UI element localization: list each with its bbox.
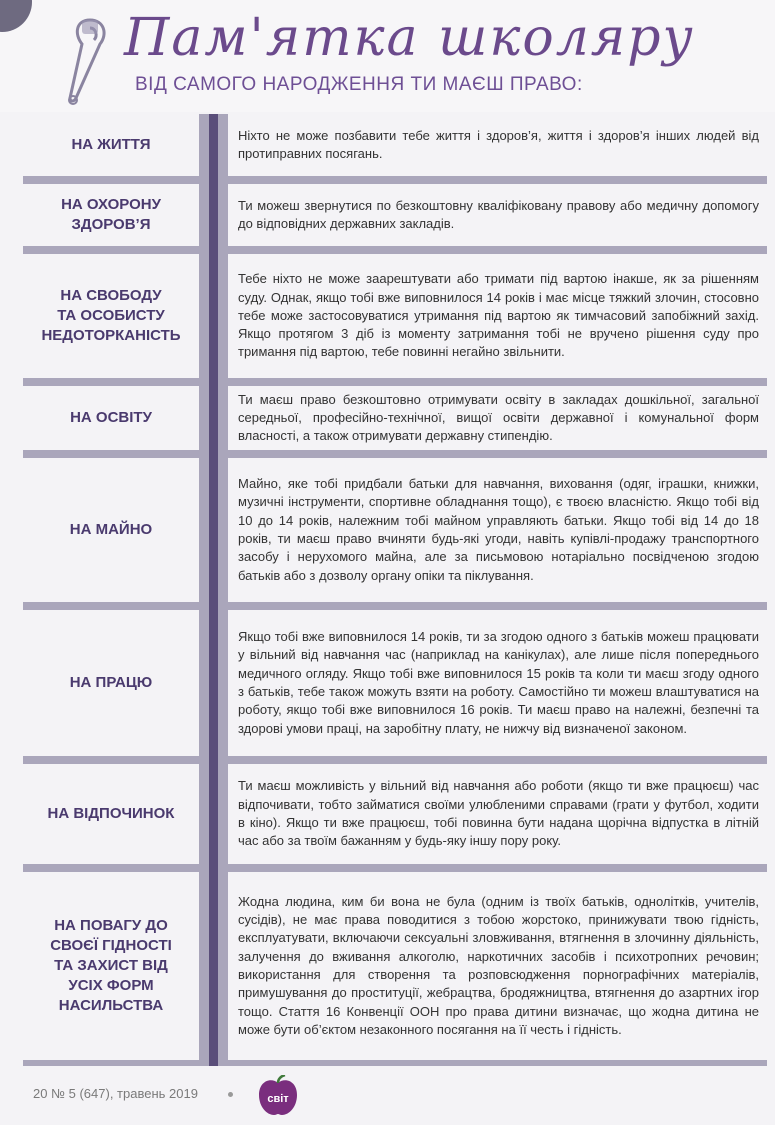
- right-label-cell: [23, 610, 199, 756]
- right-text: Ніхто не може позбавити тебе життя і здоров’я, життя і здоров’я інших людей від протиправних посягань.: [238, 127, 759, 161]
- table-row: [23, 764, 767, 864]
- right-text: Ти маєш можливість у вільний від навчання або роботи (якщо ти вже працюєш) час відпочивати, тобто займатися своїми улюбленими справами (грати у футбол, ходити в кіно). Якщо ти вже працюєш, тобі повинна бути надана щорічна відпустка в літній час або за твоїм бажанням у будь-яку іншу пору року.: [238, 778, 759, 849]
- page-subtitle: ВІД САМОГО НАРОДЖЕННЯ ТИ МАЄШ ПРАВО:: [135, 74, 583, 95]
- right-label-cell: [23, 872, 199, 1060]
- right-label-cell: [23, 458, 199, 602]
- right-label-cell: [23, 114, 199, 176]
- right-text-cell: [228, 184, 767, 246]
- table-row: [23, 184, 767, 246]
- table-row: [23, 254, 767, 378]
- safety-pin-icon: [60, 14, 120, 106]
- right-text: Майно, яке тобі придбали батьки для навчання, виховання (одяг, іграшки, книжки, музичні інструменти, спортивне обладнання тощо), є твоєю власністю. Якщо тобі від 10 до 14 років, належним тобі майном управляють батьки. Якщо тобі від 14 до 18 років, ти маєш право вчиняти будь-які угоди, навіть купівлі-продажу транспортного засобу і нерухомого майна, але за письмовою нотаріально посвідченою згодою батьків або з дозволу органу опіки та піклування.: [238, 476, 759, 583]
- right-text-cell: [228, 114, 767, 176]
- table-row: [23, 458, 767, 602]
- right-label: НА СВОБОДУ ТА ОСОБИСТУ НЕДОТОРКАНІСТЬ: [41, 287, 181, 344]
- column-divider: [209, 114, 218, 1066]
- right-label-cell: [23, 764, 199, 864]
- right-text-cell: [228, 764, 767, 864]
- right-label-cell: [23, 386, 199, 450]
- table-row: [23, 610, 767, 756]
- right-label: НА ЖИТТЯ: [71, 136, 151, 153]
- logo-text: світ: [267, 1093, 289, 1105]
- footer-issue-info: 20 № 5 (647), травень 2019: [33, 1086, 198, 1101]
- right-text: Ти можеш звернутися по безкоштовну кваліфіковану правову або медичну допомогу до відповідних державних закладів.: [238, 197, 759, 231]
- right-label: НА ОСВІТУ: [70, 409, 152, 426]
- right-label-cell: [23, 184, 199, 246]
- footer-bullet: [228, 1092, 233, 1097]
- right-text-cell: [228, 254, 767, 378]
- right-text-cell: [228, 458, 767, 602]
- apple-logo-icon: [255, 1075, 301, 1117]
- right-text: Тебе ніхто не може заарештувати або тримати під вартою інакше, як за рішенням суду. Однак, якщо тобі вже виповнилося 14 років і має місце тяжкий злочин, стосовно тебе може застосовуватися утримання під вартою як тимчасовий запобіжний захід. Якщо протягом 3 діб із моменту затримання тобі не вручено рішення суду про тримання під вартою, тебе повинні негайно звільнити.: [238, 271, 759, 360]
- right-text-cell: [228, 386, 767, 450]
- right-text: Якщо тобі вже виповнилося 14 років, ти за згодою одного з батьків можеш працювати у вільний від навчання час (наприклад на канікулах), але лише після попереднього медичного огляду. Якщо тобі вже виповнилося 15 років та коли ти маєш згоду одного з батьків, тебе також можуть взяти на роботу. Самостійно ти можеш влаштуватися на роботу, якщо тобі вже виповнилося 16 років. Ти маєш право на належні, безпечні та здорові умови праці, на заробітну плату, не нижчу від визначеної законом.: [238, 629, 759, 736]
- right-label: НА ОХОРОНУ ЗДОРОВ’Я: [61, 196, 161, 233]
- table-row: [23, 114, 767, 176]
- table-row: [23, 872, 767, 1060]
- page-title: Пам'ятка школяру: [124, 8, 695, 68]
- right-label: НА ВІДПОЧИНОК: [47, 805, 175, 822]
- right-text: Жодна людина, ким би вона не була (одним із твоїх батьків, однолітків, учителів, сусідів), не має права поводитися з тобою жорстоко, принижувати твою гідність, експлуатувати, включаючи сексуальні зловживання, втягнення в злочинну діяльність, залучення до вживання алкоголю, наркотичних засобів і психотропних речовин; використання для створення та розповсюдження порнографічних матеріалів, примушування до проституції, жебрацтва, бродяжництва, втягнення до азартних ігор тощо. Стаття 16 Конвенції ООН про права дитини визначає, що жодна дитина не може бути об’єктом незаконного посягання на її честь і гідність.: [238, 893, 759, 1037]
- right-label: НА ПОВАГУ ДО СВОЄЇ ГІДНОСТІ ТА ЗАХИСТ ВІД УСІХ ФОРМ НАСИЛЬСТВА: [50, 917, 172, 1014]
- right-label-cell: [23, 254, 199, 378]
- table-row: [23, 386, 767, 450]
- right-label: НА ПРАЦЮ: [69, 674, 153, 691]
- right-label: НА МАЙНО: [69, 521, 153, 538]
- right-text-cell: [228, 872, 767, 1060]
- right-text-cell: [228, 610, 767, 756]
- right-text: Ти маєш право безкоштовно отримувати освіту в закладах дошкільної, загальної середньої, професійно-технічної, вищої освіти державної і комунальної форм власності, а також отримувати державну стипендію.: [238, 391, 759, 444]
